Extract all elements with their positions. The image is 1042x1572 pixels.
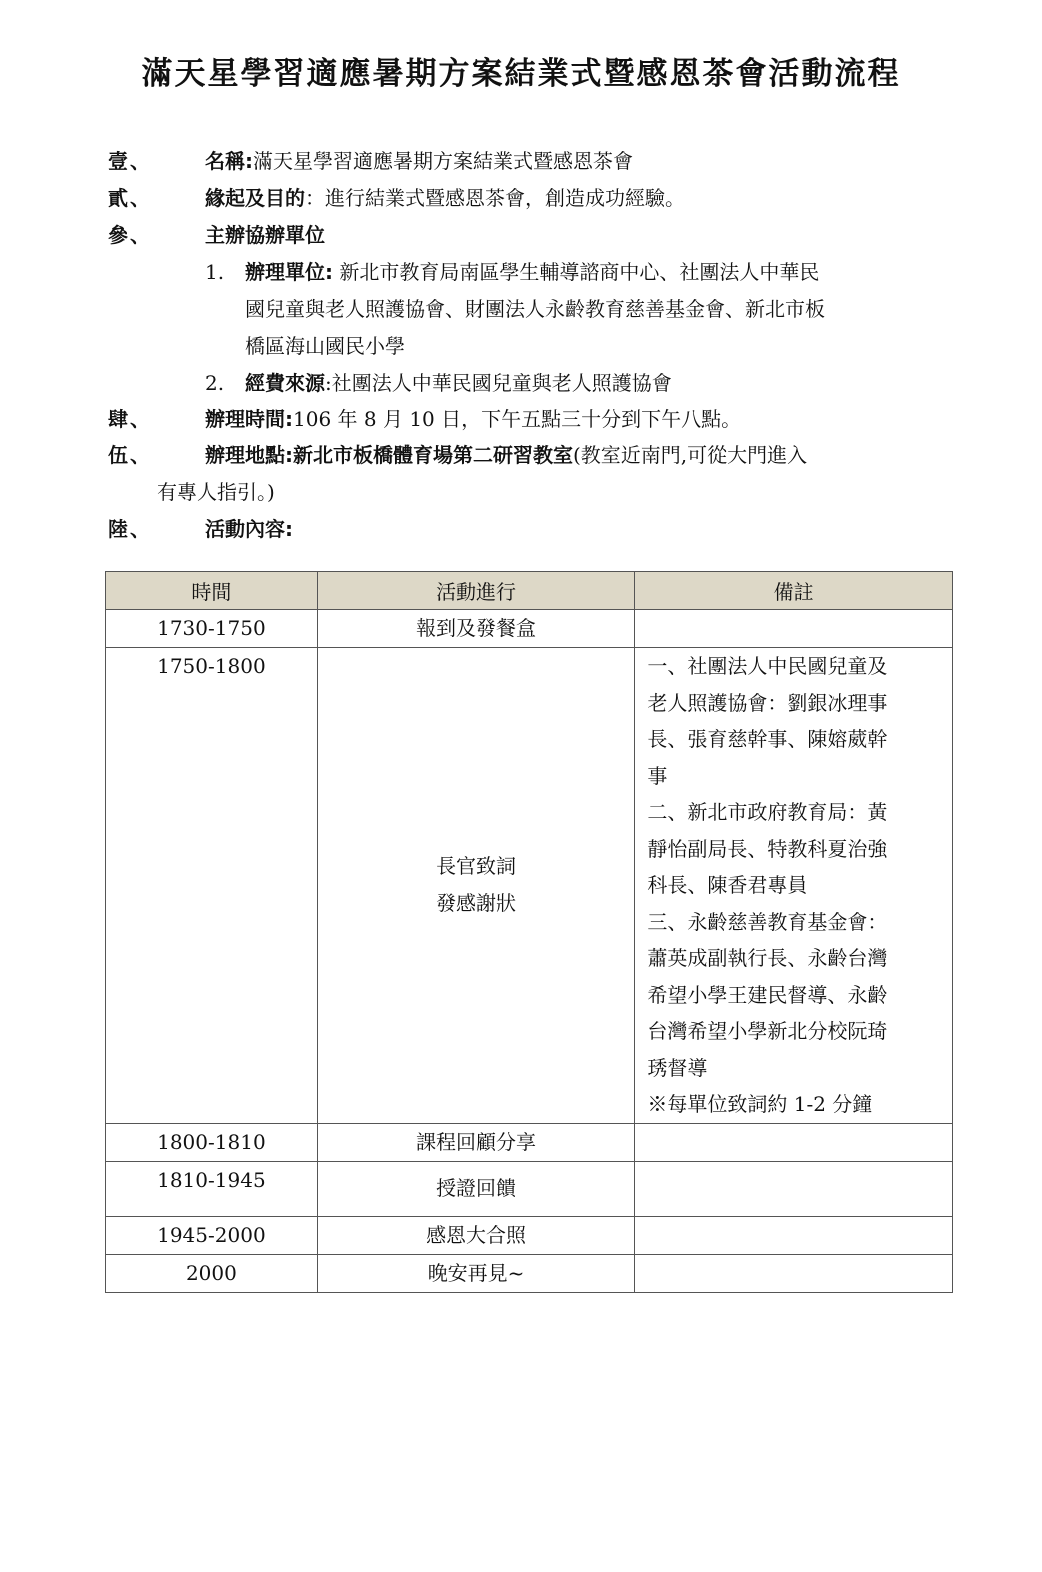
activity-line: 發感謝狀 — [436, 891, 517, 916]
note-line: 靜怡副局長、特教科夏治強 — [647, 836, 888, 861]
time-cell: 1945-2000 — [106, 1216, 318, 1254]
section-number: 參、 — [108, 223, 152, 247]
section-body: 緣起及目的：進行結業式暨感恩茶會，創造成功經驗。 — [205, 186, 685, 210]
time-cell: 1730-1750 — [106, 610, 318, 648]
subitem-number: 2. — [205, 371, 225, 395]
time-cell: 1810-1945 — [106, 1161, 318, 1216]
note-line: 琇督導 — [647, 1055, 708, 1080]
activity-cell: 授證回饋 — [317, 1161, 635, 1216]
section-number: 伍、 — [108, 443, 152, 467]
table-row — [106, 648, 953, 1124]
schedule-table — [105, 571, 953, 1293]
note-line: 台灣希望小學新北分校阮琦 — [647, 1019, 888, 1043]
page-title: 滿天星學習適應暑期方案結業式暨感恩茶會活動流程 — [141, 56, 901, 92]
activity-cell — [317, 648, 635, 1124]
subitem-number: 1. — [205, 260, 225, 284]
time-cell: 1750-1800 — [106, 648, 318, 1124]
section-number: 陸、 — [108, 517, 152, 541]
table-row — [106, 1123, 953, 1161]
header-time: 時間 — [106, 572, 318, 610]
note-cell — [635, 648, 953, 1124]
activity-line: 長官致詞 — [436, 854, 517, 879]
note-cell — [635, 1254, 953, 1292]
section-body: 辦理時間:106 年 8 月 10 日，下午五點三十分到下午八點。 — [205, 407, 742, 431]
note-line: 長、張育慈幹事、陳嫆葳幹 — [647, 727, 888, 751]
note-line: 三、永齡慈善教育基金會： — [647, 909, 888, 934]
note-line: 蕭英成副執行長、永齡台灣 — [647, 946, 888, 970]
header-activity: 活動進行 — [317, 572, 635, 610]
section-number: 貳、 — [108, 186, 152, 210]
note-cell — [635, 1161, 953, 1216]
note-cell — [635, 1216, 953, 1254]
table-row — [106, 1161, 953, 1216]
header-note: 備註 — [635, 572, 953, 610]
note-line: 二、新北市政府教育局：黃 — [647, 800, 888, 824]
activity-cell: 報到及發餐盒 — [317, 610, 635, 648]
activity-cell: 感恩大合照 — [317, 1216, 635, 1254]
activity-cell: 晚安再見~ — [317, 1254, 635, 1292]
section-body: 活動內容: — [205, 517, 293, 541]
section-body: 名稱:滿天星學習適應暑期方案結業式暨感恩茶會 — [205, 149, 633, 173]
note-line: 希望小學王建民督導、永齡 — [647, 982, 888, 1007]
note-line: 一、社團法人中民國兒童及 — [647, 654, 888, 678]
note-cell — [635, 1123, 953, 1161]
section-number: 肆、 — [108, 407, 152, 431]
subitem-line: 辦理單位: 新北市教育局南區學生輔導諮商中心、社團法人中華民 — [245, 260, 820, 284]
section-body: 辦理地點:新北市板橋體育場第二研習教室(教室近南門,可從大門進入 — [205, 443, 808, 467]
activity-cell: 課程回顧分享 — [317, 1123, 635, 1161]
table-row — [106, 1216, 953, 1254]
time-cell: 2000 — [106, 1254, 318, 1292]
subitem-line: 經費來源:社團法人中華民國兒童與老人照護協會 — [245, 371, 672, 395]
section-number: 壹、 — [108, 149, 152, 173]
table-row — [106, 610, 953, 648]
section-body: 主辦協辦單位 — [205, 223, 325, 247]
time-cell: 1800-1810 — [106, 1123, 318, 1161]
table-row — [106, 1254, 953, 1292]
note-line: 事 — [647, 763, 668, 788]
note-cell — [635, 610, 953, 648]
note-line: 科長、陳香君專員 — [647, 873, 808, 897]
note-line: ※每單位致詞約 1-2 分鐘 — [647, 1092, 873, 1116]
table-header-row — [106, 572, 953, 610]
note-line: 老人照護協會：劉銀冰理事 — [647, 690, 888, 715]
